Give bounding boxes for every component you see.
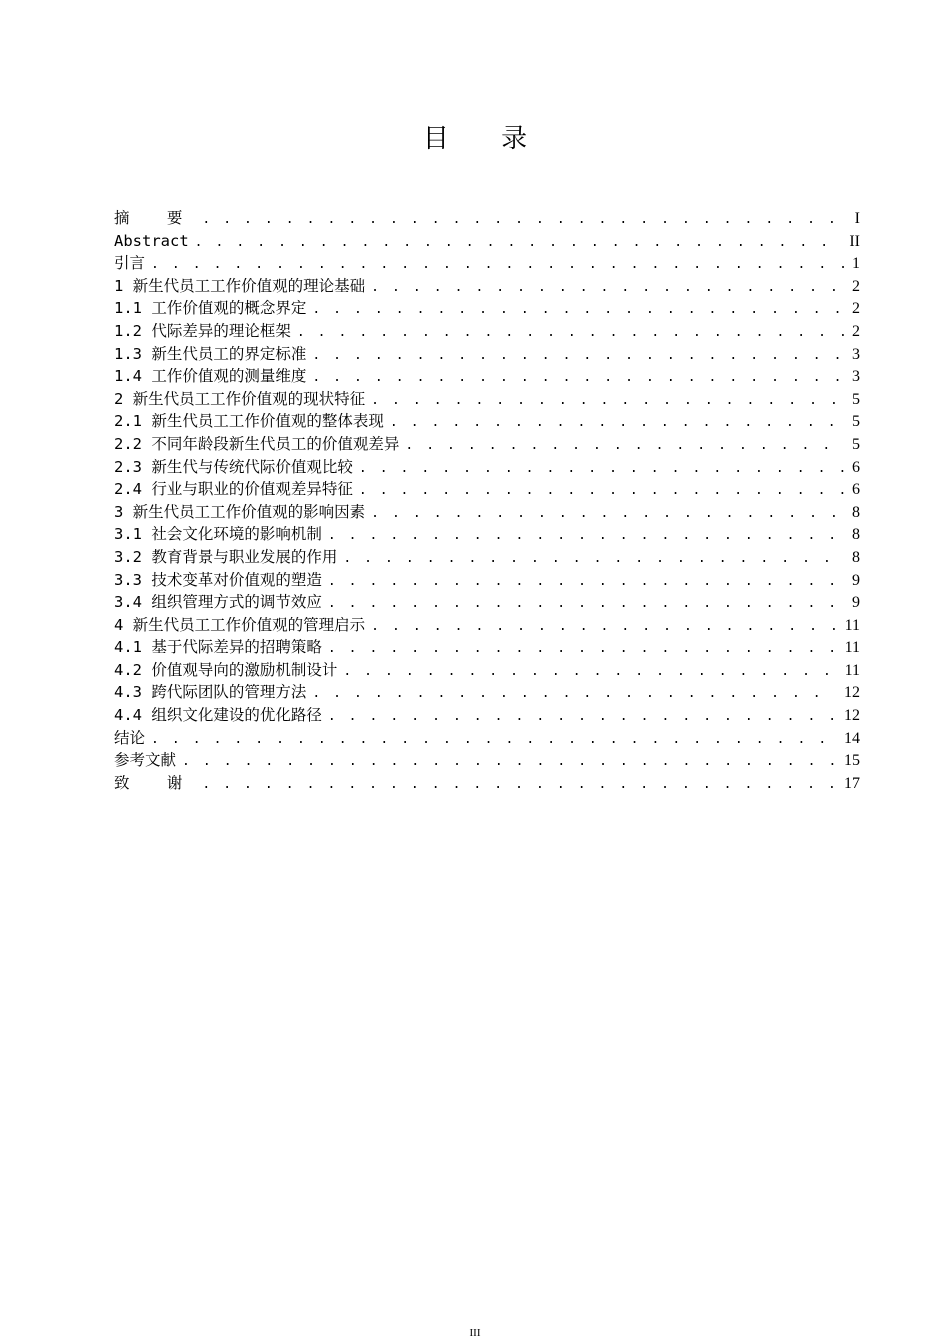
toc-dot-leader: [371, 277, 844, 298]
toc-entry[interactable]: [114, 230, 860, 253]
toc-entry-page: 6: [852, 458, 860, 476]
toc-entry[interactable]: [114, 659, 860, 682]
toc-entry-page: 2: [852, 300, 860, 318]
toc-entry-page: 2: [852, 322, 860, 340]
toc-dot-leader: [297, 322, 844, 343]
toc-entry-page: 3: [852, 345, 860, 363]
toc-entry-page: 8: [852, 548, 860, 566]
toc-entry-page: 11: [844, 661, 860, 679]
toc-entry[interactable]: [114, 252, 860, 275]
toc-entry-page: 11: [844, 616, 860, 634]
toc-entry[interactable]: [114, 772, 860, 795]
toc-entry-label: 结论: [114, 728, 146, 747]
toc-dot-leader: [312, 345, 844, 366]
toc-dot-leader: [371, 503, 844, 524]
toc-entry[interactable]: [114, 365, 860, 388]
toc-entry-page: 14: [844, 729, 860, 747]
toc-entry-label: 3.2 教育背景与职业发展的作用: [114, 547, 338, 566]
toc-dot-leader: [328, 638, 837, 659]
toc-dot-leader: [151, 254, 844, 275]
toc-entry-page: 3: [852, 368, 860, 386]
toc-entry[interactable]: [114, 388, 860, 411]
toc-dot-leader: [312, 299, 844, 320]
toc-entry-page: 8: [852, 503, 860, 521]
toc-entry-label: 1.4 工作价值观的测量维度: [114, 367, 307, 386]
toc-entry[interactable]: [114, 614, 860, 637]
toc-entry[interactable]: [114, 433, 860, 456]
toc-dot-leader: [371, 616, 836, 637]
toc-entry-label: 参考文献: [114, 751, 177, 770]
toc-dot-leader: [202, 209, 846, 230]
toc-entry-page: 9: [852, 571, 860, 589]
toc-entry[interactable]: [114, 320, 860, 343]
toc-dot-leader: [202, 774, 836, 795]
toc-entry-page: 5: [852, 435, 860, 453]
toc-entry-label: 1.2 代际差异的理论框架: [114, 321, 291, 340]
toc-dot-leader: [328, 706, 836, 727]
toc-dot-leader: [359, 480, 844, 501]
toc-entry-label: 1.3 新生代员工的界定标准: [114, 344, 307, 363]
toc-entry-page: 12: [844, 684, 860, 702]
toc-entry[interactable]: [114, 523, 860, 546]
toc-dot-leader: [182, 751, 836, 772]
toc-entry-label: 3.1 社会文化环境的影响机制: [114, 525, 322, 544]
toc-entry[interactable]: [114, 501, 860, 524]
toc-entry-page: 12: [844, 707, 860, 725]
toc-entry-label: 2 新生代员工工作价值观的现状特征: [114, 389, 366, 408]
toc-entry-label: Abstract: [114, 231, 189, 250]
toc-dot-leader: [359, 458, 844, 479]
page-number: III: [469, 1327, 481, 1339]
toc-entry[interactable]: [114, 591, 860, 614]
toc-entry-label: 4.2 价值观导向的激励机制设计: [114, 660, 338, 679]
page-title: 目 录: [422, 124, 550, 154]
toc-entry-label: 3 新生代员工工作价值观的影响因素: [114, 502, 366, 521]
toc-entry-page: 9: [852, 594, 860, 612]
toc-entry-label: 4.3 跨代际团队的管理方法: [114, 683, 307, 702]
toc-entry-label: 3.3 技术变革对价值观的塑造: [114, 570, 322, 589]
toc-entry-page: II: [849, 232, 860, 250]
toc-entry-label: 2.4 行业与职业的价值观差异特征: [114, 480, 353, 499]
table-of-contents: [114, 207, 860, 794]
toc-entry-page: 15: [844, 752, 860, 770]
toc-entry-label: 4 新生代员工工作价值观的管理启示: [114, 615, 366, 634]
toc-entry-page: 17: [844, 774, 860, 792]
toc-entry[interactable]: [114, 546, 860, 569]
toc-dot-leader: [328, 593, 844, 614]
toc-entry[interactable]: [114, 749, 860, 772]
toc-entry-label: 2.3 新生代与传统代际价值观比较: [114, 457, 353, 476]
toc-entry-page: 2: [852, 277, 860, 295]
toc-dot-leader: [328, 571, 844, 592]
toc-entry[interactable]: [114, 636, 860, 659]
toc-entry-label: 摘 要: [114, 209, 197, 227]
toc-entry[interactable]: [114, 343, 860, 366]
toc-entry[interactable]: [114, 297, 860, 320]
toc-dot-leader: [371, 390, 844, 411]
toc-entry[interactable]: [114, 569, 860, 592]
toc-entry-label: 4.4 组织文化建设的优化路径: [114, 706, 322, 725]
toc-entry[interactable]: [114, 727, 860, 750]
toc-entry-label: 4.1 基于代际差异的招聘策略: [114, 638, 322, 657]
toc-entry[interactable]: [114, 410, 860, 433]
toc-entry[interactable]: [114, 478, 860, 501]
toc-dot-leader: [312, 367, 844, 388]
toc-entry[interactable]: [114, 456, 860, 479]
toc-entry-page: 8: [852, 526, 860, 544]
toc-entry-label: 1 新生代员工工作价值观的理论基础: [114, 276, 366, 295]
toc-entry[interactable]: [114, 681, 860, 704]
toc-entry-label: 引言: [114, 254, 146, 273]
toc-entry-page: I: [854, 210, 860, 227]
toc-dot-leader: [312, 683, 836, 704]
toc-entry[interactable]: [114, 275, 860, 298]
toc-dot-leader: [343, 548, 844, 569]
toc-entry[interactable]: [114, 704, 860, 727]
toc-dot-leader: [390, 412, 844, 433]
toc-entry[interactable]: [114, 207, 860, 230]
toc-entry-page: 1: [852, 255, 860, 273]
toc-entry-page: 5: [852, 390, 860, 408]
toc-entry-label: 2.2 不同年龄段新生代员工的价值观差异: [114, 434, 400, 453]
toc-dot-leader: [343, 661, 836, 682]
toc-entry-page: 6: [852, 481, 860, 499]
toc-entry-page: 11: [844, 639, 860, 657]
toc-dot-leader: [328, 525, 844, 546]
toc-entry-label: 1.1 工作价值观的概念界定: [114, 299, 307, 318]
toc-entry-label: 致 谢: [114, 773, 197, 792]
toc-dot-leader: [151, 729, 836, 750]
toc-dot-leader: [405, 435, 844, 456]
toc-entry-page: 5: [852, 413, 860, 431]
toc-entry-label: 3.4 组织管理方式的调节效应: [114, 593, 322, 612]
toc-dot-leader: [195, 232, 842, 253]
toc-entry-label: 2.1 新生代员工工作价值观的整体表现: [114, 412, 384, 431]
